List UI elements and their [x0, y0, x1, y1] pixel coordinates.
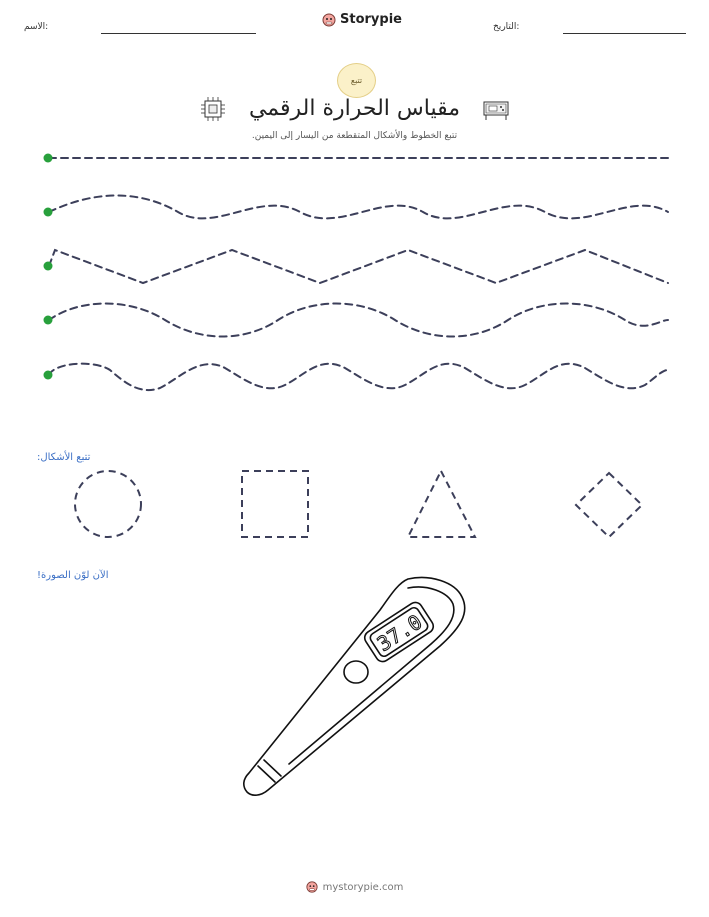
page-title-row	[0, 96, 709, 122]
trace-badge-text: تتبع	[350, 76, 363, 85]
thermometer-button	[344, 661, 368, 683]
microchip-icon	[198, 96, 228, 122]
tracing-lines[interactable]	[0, 140, 709, 400]
storypie-mascot-icon	[322, 13, 336, 27]
shape-triangle	[408, 471, 475, 537]
electronic-device-icon	[481, 96, 511, 122]
trace-line-zigzag	[49, 250, 668, 283]
trace-line-bumpy-wave	[49, 364, 668, 390]
brand-name: Storypie	[340, 12, 402, 27]
page-title: مقياس الحرارة الرقمي	[248, 96, 461, 121]
start-dot	[44, 316, 53, 325]
tracing-shapes[interactable]	[0, 460, 709, 550]
storypie-mascot-icon	[306, 881, 318, 893]
trace-line-gentle-wave	[49, 196, 668, 219]
start-dot	[44, 262, 53, 271]
date-label: التاريخ:	[493, 22, 520, 32]
start-dot	[44, 371, 53, 380]
brand-logo	[322, 12, 402, 27]
start-dot	[44, 154, 53, 163]
shape-square	[242, 471, 308, 537]
shape-diamond	[576, 473, 642, 537]
name-label: الاسم:	[24, 22, 49, 32]
shapes-section-label: تتبع الأشكال:	[37, 452, 91, 463]
date-line[interactable]	[563, 33, 686, 34]
thermometer-body	[244, 578, 465, 796]
trace-badge	[337, 63, 376, 98]
instructions: تتبع الخطوط والأشكال المتقطعة من اليسار إلى اليمين.	[251, 131, 458, 141]
color-section-label: الآن لوّن الصورة!	[37, 570, 109, 581]
trace-line-wave	[49, 304, 668, 337]
start-dot	[44, 208, 53, 217]
footer	[0, 881, 709, 893]
thermometer-reading: 37.0	[372, 609, 427, 657]
footer-site[interactable]: mystorypie.com	[322, 881, 404, 893]
name-line[interactable]	[101, 33, 256, 34]
shape-circle	[75, 471, 141, 537]
thermometer-illustration[interactable]	[0, 570, 709, 810]
